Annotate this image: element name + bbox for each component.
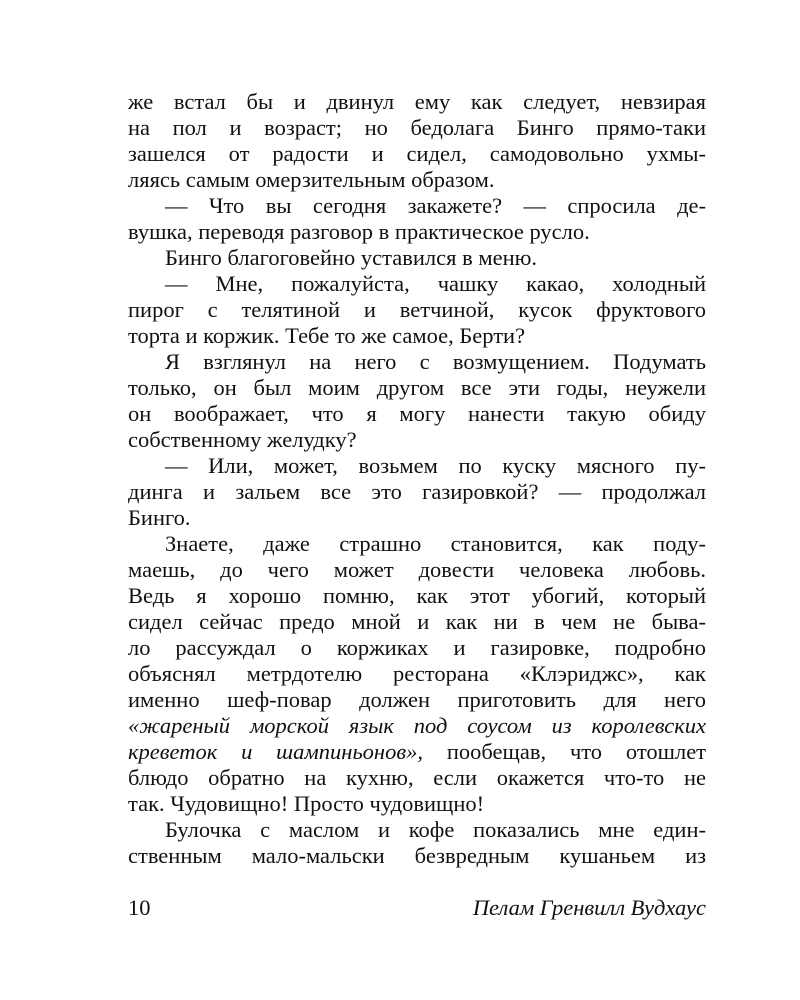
page-number: 10 (128, 895, 151, 920)
body-text (128, 89, 706, 869)
text-line: пирог с телятиной и ветчиной, кусок фруктового (128, 297, 706, 322)
text-line: собственному желудку? (128, 427, 357, 452)
text-line: на пол и возраст; но бедолага Бинго прямо-таки (128, 115, 706, 140)
text-line: только, он был моим другом все эти годы, неужели (128, 375, 706, 400)
text-line: Ведь я хорошо помню, как этот убогий, который (128, 583, 706, 608)
text-line: же встал бы и двинул ему как следует, невзирая (128, 89, 706, 114)
text-line: так. Чудовищно! Просто чудовищно! (128, 791, 485, 816)
text-line: ло рассуждал о коржиках и газировке, подробно (128, 635, 706, 660)
italic-phrase: креветок и шампиньонов», (128, 739, 423, 764)
text-line: он воображает, что я могу нанести такую обиду (128, 401, 706, 426)
running-footer-author: Пелам Гренвилл Вудхаус (472, 895, 706, 920)
text-line: Бинго благоговейно уставился в меню. (165, 245, 538, 270)
text-line: ляясь самым омерзительным образом. (128, 167, 495, 192)
text-line: ственным мало-мальски безвредным кушаньем из (128, 843, 706, 868)
page-footer (128, 893, 706, 923)
text-line: динга и зальем все это газировкой? — продолжал (128, 479, 706, 504)
text-line-mixed (128, 739, 706, 765)
text-line: — Что вы сегодня закажете? — спросила де- (165, 193, 706, 218)
text-line: — Мне, пожалуйста, чашку какао, холодный (165, 271, 706, 296)
text-line: зашелся от радости и сидел, самодовольно ухмы- (128, 141, 706, 166)
text-line: — Или, может, возьмем по куску мясного пу- (165, 453, 706, 478)
text-line: сидел сейчас предо мной и как ни в чем не быва- (128, 609, 706, 634)
regular-phrase: пообещав, что отошлет (446, 739, 707, 764)
text-line: торта и коржик. Тебе то же самое, Берти? (128, 323, 526, 348)
text-line: маешь, до чего может довести человека любовь. (128, 557, 706, 582)
text-line: вушка, переводя разговор в практическое русло. (128, 219, 590, 244)
text-line: Бинго. (128, 505, 191, 530)
text-line: Знаете, даже страшно становится, как поду- (165, 531, 706, 556)
text-line-italic: «жареный морской язык под соусом из королевских (128, 713, 706, 738)
text-line: объяснял метрдотелю ресторана «Клэриджс», как (128, 661, 706, 686)
text-line: именно шеф-повар должен приготовить для него (128, 687, 706, 712)
text-line: Булочка с маслом и кофе показались мне един- (165, 817, 706, 842)
text-line: Я взглянул на него с возмущением. Подумать (165, 349, 706, 374)
text-line: блюдо обратно на кухню, если окажется что-то не (128, 765, 706, 790)
